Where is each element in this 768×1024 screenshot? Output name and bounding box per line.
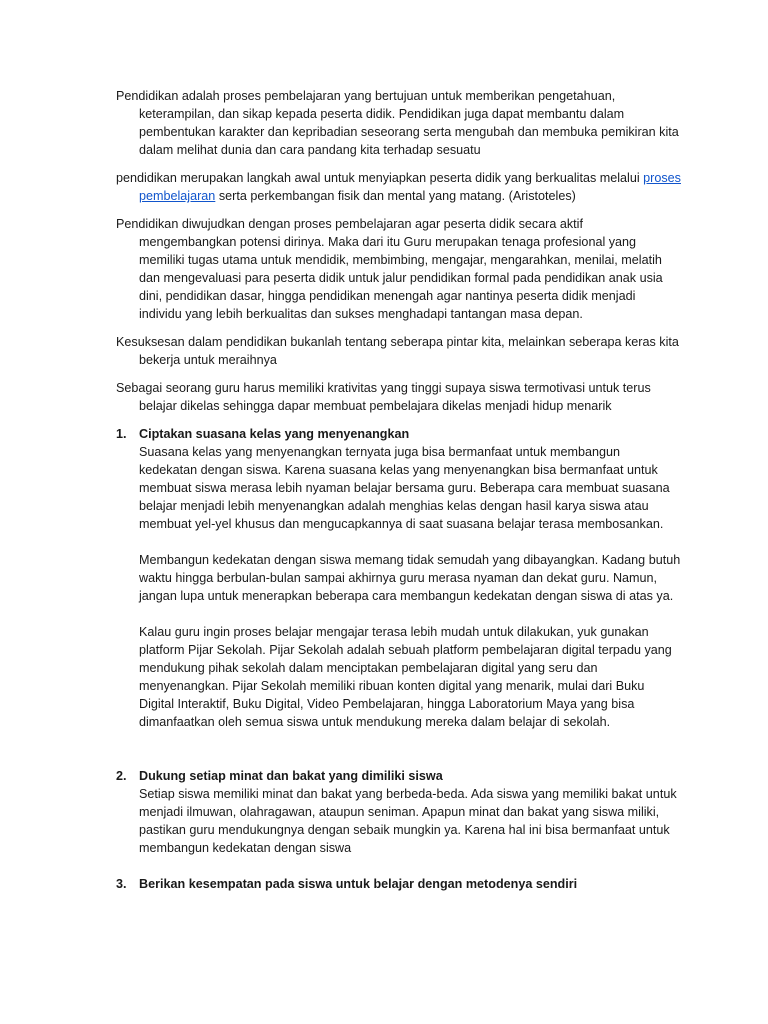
definition-paragraph <box>116 169 681 205</box>
list-heading: Berikan kesempatan pada siswa untuk belajar dengan metodenya sendiri <box>139 877 578 891</box>
list-body-paragraph: Suasana kelas yang menyenangkan ternyata juga bisa bermanfaat untuk membangun kedekatan dengan siswa. Karena suasana kelas yang menyenangkan bisa bermanfaat untuk membuat siswa merasa lebih nyaman belajar bersama guru. Beberapa cara membuat suasana belajar menjadi lebih menyenangkan adalah menghias kelas dengan hasil karya siswa atau membuat yel-yel khusus dan mengucapkannya di saat suasana belajar terasa membosankan. <box>139 445 670 531</box>
list-heading: Dukung setiap minat dan bakat yang dimiliki siswa <box>139 769 443 783</box>
list-heading: Ciptakan suasana kelas yang menyenangkan <box>139 427 410 441</box>
proses-pembelajaran-link[interactable]: proses pembelajaran <box>139 171 681 203</box>
list-item <box>116 425 681 731</box>
document-page <box>116 87 681 893</box>
list-number: 3. <box>116 877 127 891</box>
list-number: 1. <box>116 427 127 441</box>
success-quote-paragraph: Kesuksesan dalam pendidikan bukanlah tentang seberapa pintar kita, melainkan seberapa keras kita bekerja untuk meraihnya <box>116 335 679 367</box>
list-number: 2. <box>116 769 127 783</box>
definition-text: pendidikan merupakan langkah awal untuk menyiapkan peserta didik yang berkualitas melalui <box>116 171 644 185</box>
list-item <box>116 875 681 893</box>
list-body-paragraph: Setiap siswa memiliki minat dan bakat yang berbeda-beda. Ada siswa yang memiliki bakat untuk menjadi ilmuwan, olahragawan, ataupun seniman. Apapun minat dan bakat yang siswa miliki, pastikan guru mendukungnya dengan sebaik mungkin ya. Karena hal ini bisa bermanfaat untuk membangun kedekatan dengan siswa <box>139 787 677 855</box>
creativity-paragraph: Sebagai seorang guru harus memiliki krativitas yang tinggi supaya siswa termotivasi untuk terus belajar dikelas sehingga dapar membuat pembelajara dikelas menjadi hidup menarik <box>116 381 651 413</box>
list-body <box>139 443 681 731</box>
list-item <box>116 767 681 857</box>
list-body-paragraph: Membangun kedekatan dengan siswa memang tidak semudah yang dibayangkan. Kadang butuh waktu hingga berbulan-bulan sampai akhirnya guru merasa nyaman dan dekat guru. Namun, jangan lupa untuk menerapkan beberapa cara membangun kedekatan dengan siswa di atas ya. <box>139 553 681 603</box>
list-body <box>139 785 681 857</box>
list-body-paragraph: Kalau guru ingin proses belajar mengajar terasa lebih mudah untuk dilakukan, yuk gunakan platform Pijar Sekolah. Pijar Sekolah adalah sebuah platform pembelajaran digital terpadu yang mendukung pihak sekolah dalam menciptakan pembelajaran digital yang seru dan menyenangkan. Pijar Sekolah memiliki ribuan konten digital yang menarik, mulai dari Buku Digital Interaktif, Buku Digital, Video Pembelajaran, hingga Laboratorium Maya yang bisa dimanfaatkan oleh semua siswa untuk mendukung mereka dalam belajar di sekolah. <box>139 625 672 729</box>
teacher-role-paragraph: Pendidikan diwujudkan dengan proses pembelajaran agar peserta didik secara aktif mengembangkan potensi dirinya. Maka dari itu Guru merupakan tenaga profesional yang memiliki tugas utama untuk mendidik, membimbing, mengajar, mengarahkan, menilai, melatih dan mengevaluasi para peserta didik untuk jalur pendidikan formal pada pendidikan anak usia dini, pendidikan dasar, hingga pendidikan menengah agar nantinya peserta didik menjadi individu yang lebih berkualitas dan sukses menghadapi tantangan masa depan. <box>116 217 663 321</box>
tips-list <box>116 425 681 893</box>
definition-text-end: serta perkembangan fisik dan mental yang matang. (Aristoteles) <box>215 189 576 203</box>
intro-paragraph: Pendidikan adalah proses pembelajaran yang bertujuan untuk memberikan pengetahuan, keterampilan, dan sikap kepada peserta didik. Pendidikan juga dapat membantu dalam pembentukan karakter dan kepribadian seseorang serta mengubah dan membuka pemikiran kita dalam melihat dunia dan cara pandang kita terhadap sesuatu <box>116 89 679 157</box>
